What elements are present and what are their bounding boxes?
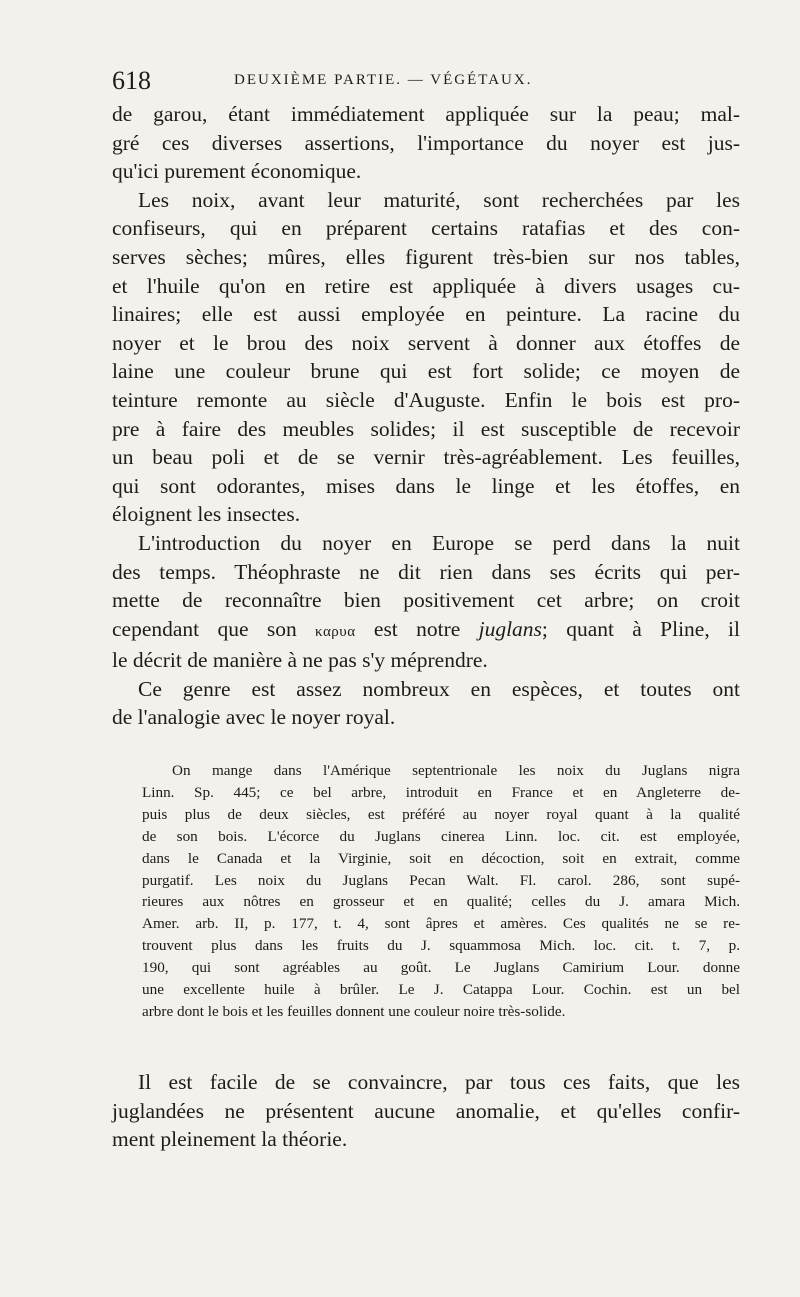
text-line: de l'analogie avec le noyer royal. bbox=[112, 705, 396, 730]
text-fragment: cependant que son bbox=[112, 616, 316, 641]
note-line: puis plus de deux siècles, est préféré au noyer royal quant à la qualité bbox=[142, 805, 740, 823]
text-line-with-greek bbox=[112, 615, 740, 647]
text-line: pre à faire des meubles solides; il est susceptible de recevoir bbox=[112, 416, 740, 441]
text-fragment: est notre bbox=[355, 616, 479, 641]
text-line: confiseurs, qui en préparent certains ratafias et des con- bbox=[112, 216, 740, 241]
main-text bbox=[112, 100, 740, 732]
text-line: des temps. Théophraste ne dit rien dans ses écrits qui per- bbox=[112, 559, 740, 584]
closing-paragraph bbox=[112, 1068, 740, 1154]
text-line: le décrit de manière à ne pas s'y méprendre. bbox=[112, 648, 488, 673]
footnote-block bbox=[142, 760, 740, 1023]
text-line: éloignent les insectes. bbox=[112, 502, 301, 527]
text-line: et l'huile qu'on en retire est appliquée à divers usages cu- bbox=[112, 273, 740, 298]
text-line: de garou, étant immédiatement appliquée sur la peau; mal- bbox=[112, 102, 740, 126]
note-line: de son bois. L'écorce du Juglans cinerea Linn. loc. cit. est employée, bbox=[142, 827, 740, 845]
text-line: qu'ici purement économique. bbox=[112, 159, 362, 184]
text-line: noyer et le brou des noix servent à donner aux étoffes de bbox=[112, 330, 740, 355]
note-line: 190, qui sont agréables au goût. Le Juglans Camirium Lour. donne bbox=[142, 959, 740, 977]
note-line: Linn. Sp. 445; ce bel arbre, introduit en France et en Angleterre de- bbox=[142, 783, 740, 801]
text-line: mette de reconnaître bien positivement cet arbre; on croit bbox=[112, 588, 740, 613]
text-line: juglandées ne présentent aucune anomalie, et qu'elles confir- bbox=[112, 1098, 740, 1123]
text-line: Les noix, avant leur maturité, sont recherchées par les bbox=[138, 187, 740, 212]
text-line: gré ces diverses assertions, l'importance du noyer est jus- bbox=[112, 130, 740, 155]
note-line: Amer. arb. II, p. 177, t. 4, sont âpres et amères. Ces qualités ne se re- bbox=[142, 915, 740, 933]
page-number: 618 bbox=[112, 66, 151, 95]
text-line: serves sèches; mûres, elles figurent très-bien sur nos tables, bbox=[112, 244, 740, 269]
text-line: un beau poli et de se vernir très-agréablement. Les feuilles, bbox=[112, 445, 740, 470]
note-line: arbre dont le bois et les feuilles donnent une couleur noire très-solide. bbox=[142, 1002, 566, 1020]
italic-term: juglans bbox=[478, 616, 542, 641]
note-line: une excellente huile à brûler. Le J. Catappa Lour. Cochin. est un bel bbox=[142, 981, 740, 999]
text-line: laine une couleur brune qui est fort solide; ce moyen de bbox=[112, 359, 740, 384]
note-line: purgatif. Les noix du Juglans Pecan Walt. Fl. carol. 286, sont supé- bbox=[142, 871, 740, 889]
note-line: On mange dans l'Amérique septentrionale les noix du Juglans nigra bbox=[172, 762, 740, 779]
note-line: rieures aux nôtres en grosseur et en qualité; celles du J. amara Mich. bbox=[142, 893, 740, 911]
text-line: Ce genre est assez nombreux en espèces, et toutes ont bbox=[138, 676, 740, 701]
text-line: L'introduction du noyer en Europe se perd dans la nuit bbox=[138, 530, 740, 555]
greek-word: καρυα bbox=[315, 623, 356, 640]
text-line: qui sont odorantes, mises dans le linge et les étoffes, en bbox=[112, 473, 740, 498]
text-line: Il est facile de se convaincre, par tous ces faits, que les bbox=[138, 1070, 740, 1094]
text-fragment: ; quant à Pline, il bbox=[541, 616, 740, 641]
note-line: trouvent plus dans les fruits du J. squammosa Mich. loc. cit. t. 7, p. bbox=[142, 937, 740, 955]
note-line: dans le Canada et la Virginie, soit en décoction, soit en extrait, comme bbox=[142, 849, 740, 867]
text-line: linaires; elle est aussi employée en peinture. La racine du bbox=[112, 302, 740, 327]
text-line: teinture remonte au siècle d'Auguste. Enfin le bois est pro- bbox=[112, 387, 740, 412]
running-head: DEUXIÈME PARTIE. — VÉGÉTAUX. bbox=[234, 72, 533, 88]
page-header bbox=[112, 66, 750, 96]
text-line: ment pleinement la théorie. bbox=[112, 1127, 348, 1152]
